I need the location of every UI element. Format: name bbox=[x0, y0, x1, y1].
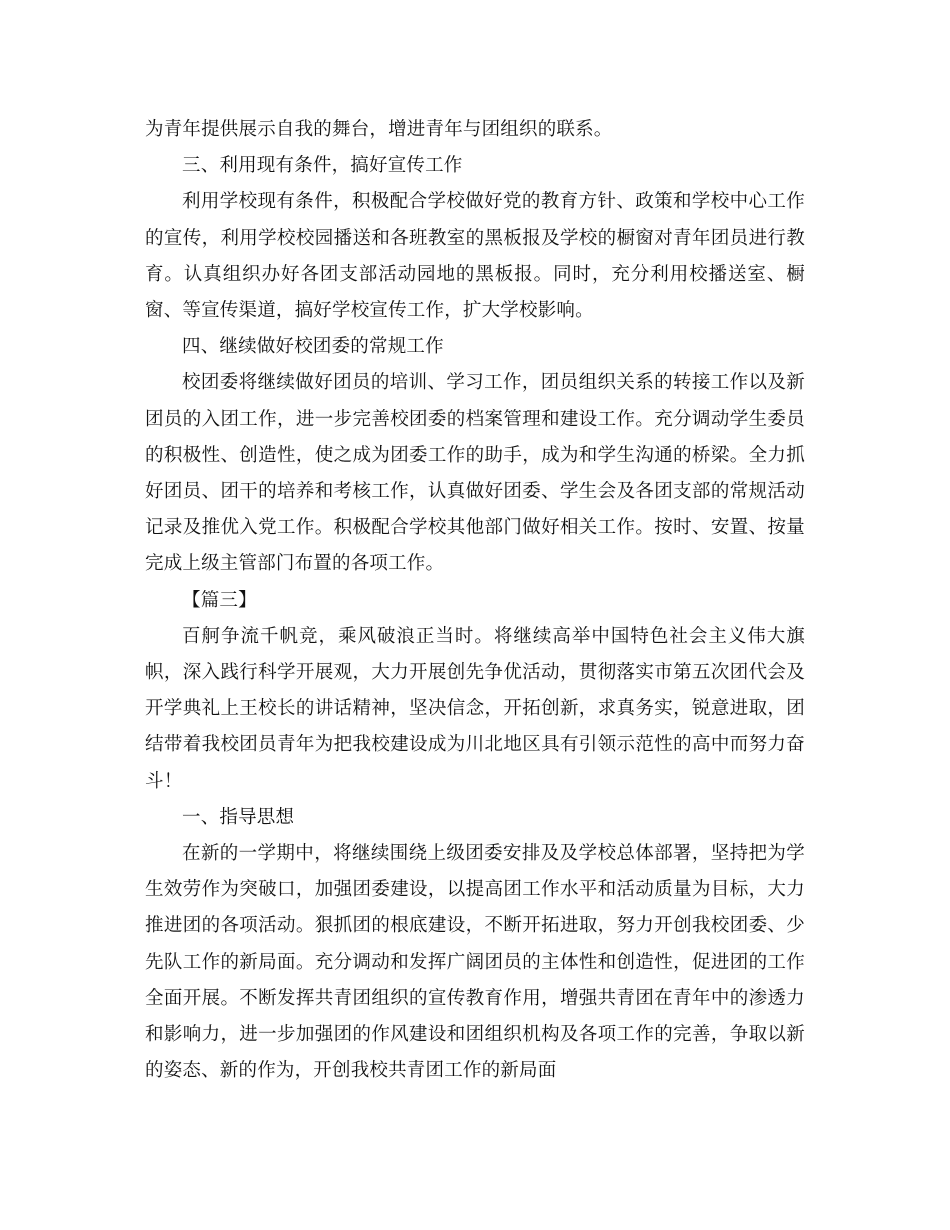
section-heading-guiding-ideology: 一、指导思想 bbox=[182, 806, 295, 828]
paragraph-continuation: 为青年提供展示自我的舞台，增进青年与团组织的联系。 bbox=[145, 119, 613, 140]
paragraph-routine-work: 校团委将继续做好团员的培训、学习工作，团员组织关系的转接工作以及新团员的入团工作，进一步完善校团委的档案管理和建设工作。充分调动学生委员的积极性、创造性，使之成为团委工作的助手，成为和学生沟通的桥梁。全力抓好团员、团干的培养和考核工作，认真做好团委、学生会及各团支部的常规活动记录及推优入党工作。积极配合学校其他部门做好相关工作。按时、安置、按量完成上级主管部门布置的各项工作。 bbox=[145, 372, 805, 575]
part-heading-three: 【篇三】 bbox=[182, 589, 257, 611]
paragraph-intro: 百舸争流千帆竞，乘风破浪正当时。将继续高举中国特色社会主义伟大旗帜，深入践行科学开展观，大力开展创先争优活动，贯彻落实市第五次团代会及开学典礼上王校长的讲话精神，坚决信念，开拓创新，求真务实，锐意进取，团结带着我校团员青年为把我校建设成为川北地区具有引领示范性的高中而努力奋斗！ bbox=[145, 625, 805, 792]
paragraph-guiding-ideology: 在新的一学期中，将继续围绕上级团委安排及及学校总体部署，坚持把为学生效劳作为突破口，加强团委建设，以提高团工作水平和活动质量为目标，大力推进团的各项活动。狠抓团的根底建设，不断开拓进取，努力开创我校团委、少先队工作的新局面。充分调动和发挥广阔团员的主体性和创造性，促进团的工作全面开展。不断发挥共青团组织的宣传教育作用，增强共青团在青年中的渗透力和影响力，进一步加强团的作风建设和团组织机构及各项工作的完善，争取以新的姿态、新的作为，开创我校共青团工作的新局面 bbox=[145, 843, 805, 1082]
section-heading-routine-work: 四、继续做好校团委的常规工作 bbox=[182, 336, 444, 358]
section-heading-publicity: 三、利用现有条件，搞好宣传工作 bbox=[182, 155, 463, 177]
document-body bbox=[145, 112, 805, 1089]
paragraph-publicity: 利用学校现有条件，积极配合学校做好党的教育方针、政策和学校中心工作的宣传，利用学校校园播送和各班教室的黑板报及学校的橱窗对青年团员进行教育。认真组织办好各团支部活动园地的黑板报。同时，充分利用校播送室、橱窗、等宣传渠道，搞好学校宣传工作，扩大学校影响。 bbox=[145, 191, 805, 322]
